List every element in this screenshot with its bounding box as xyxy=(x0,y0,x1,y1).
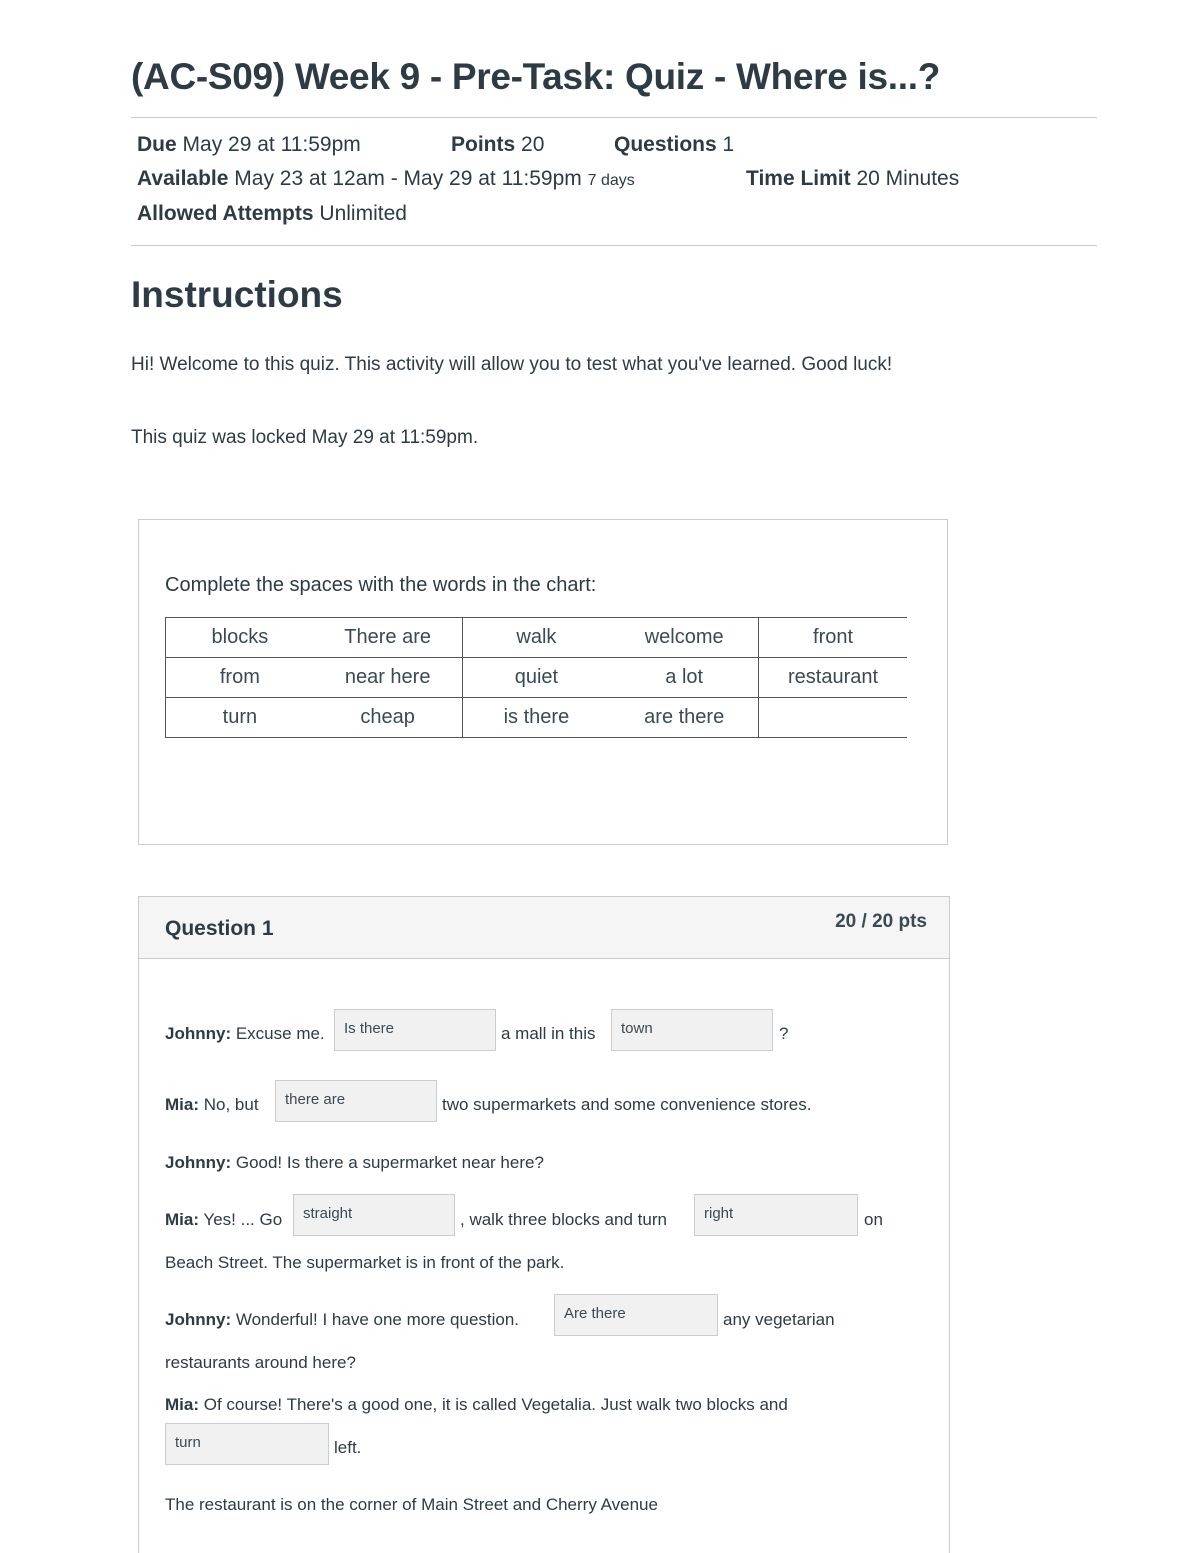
dialogue-text: Excuse me. xyxy=(235,1024,325,1043)
word-cell: is there xyxy=(462,698,610,738)
details-divider xyxy=(131,245,1097,246)
speaker-label: Johnny: xyxy=(165,1310,232,1329)
dialogue-text: Of course! There's a good one, it is called Vegetalia. Just walk two blocks and xyxy=(203,1395,788,1414)
dialogue-text: ? xyxy=(779,1024,789,1043)
word-cell: front xyxy=(759,618,907,658)
points-value: 20 xyxy=(521,133,545,156)
word-cell: near here xyxy=(314,658,462,698)
word-cell xyxy=(759,698,907,738)
dialogue-text: Yes! ... Go xyxy=(203,1210,283,1229)
word-cell: walk xyxy=(462,618,610,658)
available-duration: 7 days xyxy=(587,172,635,189)
attempts-detail xyxy=(137,202,407,226)
question-header xyxy=(139,897,949,959)
attempts-label: Allowed Attempts xyxy=(137,202,314,225)
due-detail xyxy=(137,133,361,157)
welcome-text: Hi! Welcome to this quiz. This activity will allow you to test what you've learned. Good luck! xyxy=(131,354,893,375)
locked-notice: This quiz was locked May 29 at 11:59pm. xyxy=(131,427,479,448)
due-label: Due xyxy=(137,133,177,156)
answer-field[interactable]: right xyxy=(694,1194,858,1236)
time-limit-value: 20 Minutes xyxy=(856,167,960,190)
time-limit-detail xyxy=(746,167,959,191)
speaker-label: Johnny: xyxy=(165,1024,232,1043)
instructions-heading: Instructions xyxy=(131,274,343,315)
word-cell: turn xyxy=(166,698,314,738)
dialogue-text: Beach Street. The supermarket is in front of the park. xyxy=(165,1253,565,1272)
speaker-label: Mia: xyxy=(165,1395,199,1414)
dialogue-text: left. xyxy=(334,1438,362,1457)
word-cell: from xyxy=(166,658,314,698)
table-row xyxy=(166,658,908,698)
dialogue-line xyxy=(165,1210,282,1230)
dialogue-line xyxy=(165,1153,544,1173)
speaker-label: Mia: xyxy=(165,1095,199,1114)
available-label: Available xyxy=(137,167,229,190)
dialogue-text: The restaurant is on the corner of Main Street and Cherry Avenue xyxy=(165,1495,658,1514)
question-panel xyxy=(138,896,950,1553)
dialogue-text: any vegetarian xyxy=(723,1310,835,1329)
table-row xyxy=(166,618,908,658)
dialogue-line xyxy=(165,1024,325,1044)
answer-field[interactable]: Are there xyxy=(554,1294,718,1336)
word-cell: cheap xyxy=(314,698,462,738)
dialogue-line xyxy=(165,1395,788,1415)
word-chart-panel xyxy=(138,519,948,845)
dialogue-text: two supermarkets and some convenience stores. xyxy=(442,1095,812,1114)
points-detail xyxy=(451,133,544,157)
word-cell: blocks xyxy=(166,618,314,658)
attempts-value: Unlimited xyxy=(319,202,407,225)
answer-field[interactable]: town xyxy=(611,1009,773,1051)
chart-caption: Complete the spaces with the words in the chart: xyxy=(165,574,597,596)
dialogue-text: restaurants around here? xyxy=(165,1353,356,1372)
question-title: Question 1 xyxy=(165,917,274,940)
due-value: May 29 at 11:59pm xyxy=(182,133,361,156)
dialogue-text: on xyxy=(864,1210,883,1229)
title-divider xyxy=(131,117,1097,118)
word-cell: are there xyxy=(610,698,758,738)
word-cell: restaurant xyxy=(759,658,907,698)
answer-field[interactable]: turn xyxy=(165,1423,329,1465)
answer-field[interactable]: straight xyxy=(293,1194,455,1236)
question-score: 20 / 20 pts xyxy=(835,911,927,932)
dialogue-text: , walk three blocks and turn xyxy=(460,1210,667,1229)
word-cell: welcome xyxy=(610,618,758,658)
answer-field[interactable]: there are xyxy=(275,1080,437,1122)
time-limit-label: Time Limit xyxy=(746,167,851,190)
page-title: (AC-S09) Week 9 - Pre-Task: Quiz - Where is...? xyxy=(131,56,941,97)
dialogue-text: a mall in this xyxy=(501,1024,596,1043)
dialogue-text: No, but xyxy=(203,1095,259,1114)
available-detail xyxy=(137,167,635,191)
dialogue-line xyxy=(165,1310,519,1330)
word-cell: a lot xyxy=(610,658,758,698)
word-chart-table xyxy=(165,617,907,738)
speaker-label: Johnny: xyxy=(165,1153,232,1172)
questions-label: Questions xyxy=(614,133,717,156)
dialogue-text: Wonderful! I have one more question. xyxy=(235,1310,520,1329)
questions-detail xyxy=(614,133,734,157)
table-row xyxy=(166,698,908,738)
speaker-label: Mia: xyxy=(165,1210,199,1229)
questions-value: 1 xyxy=(722,133,735,156)
word-cell: There are xyxy=(314,618,462,658)
word-cell: quiet xyxy=(462,658,610,698)
available-value: May 23 at 12am - May 29 at 11:59pm xyxy=(234,167,582,190)
dialogue-line xyxy=(165,1095,259,1115)
points-label: Points xyxy=(451,133,516,156)
dialogue-text: Good! Is there a supermarket near here? xyxy=(235,1153,544,1172)
answer-field[interactable]: Is there xyxy=(334,1009,496,1051)
